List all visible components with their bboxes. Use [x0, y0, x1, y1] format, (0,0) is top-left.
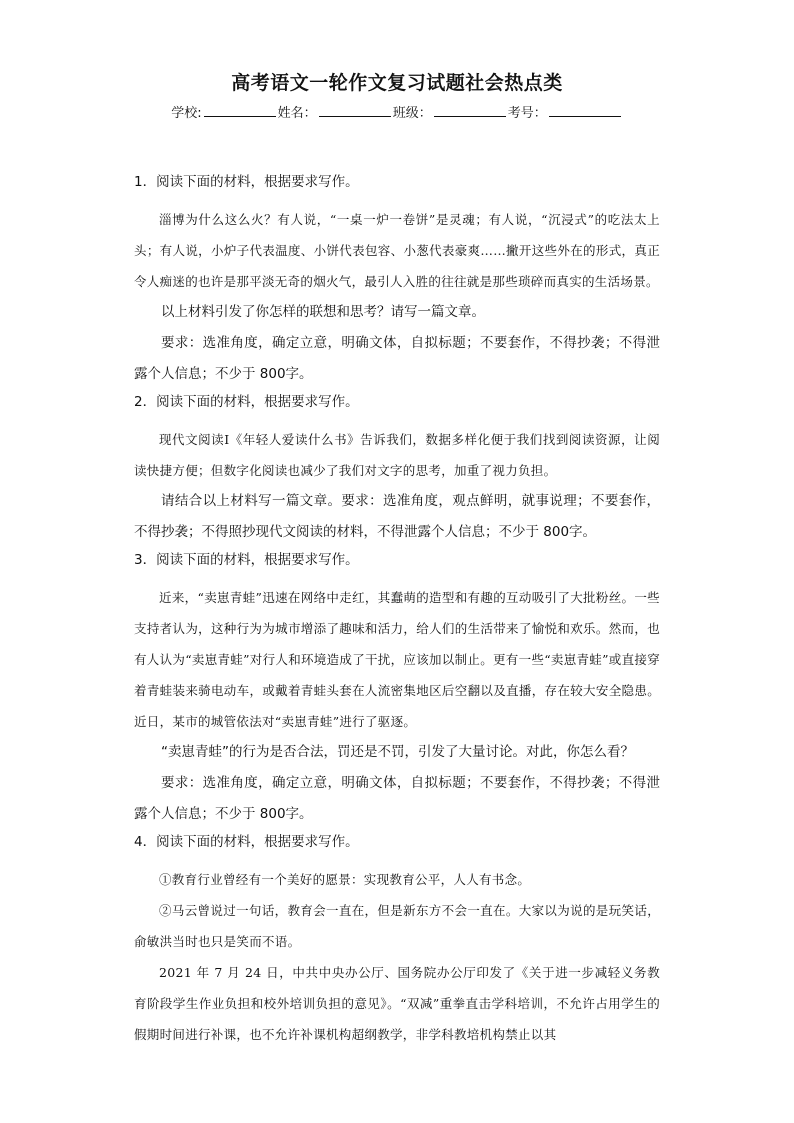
question-prompt: 以上材料引发了你怎样的联想和思考？请写一篇文章。: [161, 304, 485, 320]
questions: [134, 172, 660, 1052]
question-material-paragraph: 2021 年 7 月 24 日，中共中央办公厅、国务院办公厅印发了《关于进一步减轻义务教育阶段学生作业负担和校外培训负担的意见》。“双减”重拳直击学科培训，不允许占用学生的假期时间进行补课，也不允许补课机构超纲教学，非学科教培机构禁止以其: [134, 965, 660, 1042]
question-material: 淄博为什么这么火？有人说，“一桌一炉一卷饼”是灵魂；有人说，“沉浸式”的吃法太上头；有人说，小炉子代表温度、小饼代表包容、小葱代表豪爽……撇开这些外在的形式，真正令人痴迷的也许是那平淡无奇的烟火气，最引人入胜的往往就是那些琐碎而真实的生活场景。: [134, 212, 660, 289]
question-prompt: “卖崽青蛙”的行为是否合法，罚还是不罚，引发了大量讨论。对此，你怎么看？: [161, 744, 634, 760]
question-1: [134, 172, 660, 390]
exam-number-label: 考号：: [507, 106, 547, 121]
question-requirement: 请结合以上材料写一篇文章。要求：选准角度，观点鲜明，就事说理；不要套作，不得抄袭；不得照抄现代文阅读的材料，不得泄露个人信息；不少于 800字。: [134, 493, 660, 540]
question-heading: 2．阅读下面的材料，根据要求写作。: [134, 394, 359, 410]
exam-number-blank: [549, 103, 621, 117]
question-material: 近来，“卖崽青蛙”迅速在网络中走红，其蠢萌的造型和有趣的互动吸引了大批粉丝。一些支持者认为，这种行为为城市增添了趣味和活力，给人们的生活带来了愉悦和欢乐。然而，也有人认为“卖崽青蛙”对行人和环境造成了干扰，应该加以制止。更有一些“卖崽青蛙”或直接穿着青蛙装来骑电动车，或戴着青蛙头套在人流密集地区后空翻以及直播，存在较大安全隐患。近日，某市的城管依法对“卖崽青蛙”进行了驱逐。: [134, 590, 660, 729]
question-requirement: 要求：选准角度，确定立意，明确文体，自拟标题；不要套作，不得抄袭；不得泄露个人信息；不少于 800字。: [134, 775, 660, 822]
class-label: 班级：: [392, 106, 432, 121]
question-heading: 4．阅读下面的材料，根据要求写作。: [134, 834, 359, 850]
name-blank: [319, 103, 391, 117]
question-requirement: 要求：选准角度，确定立意，明确文体，自拟标题；不要套作，不得抄袭；不得泄露个人信息；不少于 800字。: [134, 335, 660, 382]
school-label: 学校:: [171, 106, 202, 121]
question-material-item-1: ①教育行业曾经有一个美好的愿景：实现教育公平，人人有书念。: [159, 872, 531, 887]
question-material-item-2: ②马云曾说过一句话，教育会一直在，但是新东方不会一直在。大家以为说的是玩笑话，俞敏洪当时也只是笑而不语。: [134, 903, 660, 949]
page-title: 高考语文一轮作文复习试题社会热点类: [231, 72, 563, 94]
name-label: 姓名：: [277, 106, 317, 121]
class-blank: [434, 103, 506, 117]
school-blank: [204, 103, 276, 117]
question-3: [134, 550, 660, 830]
question-2: [134, 392, 660, 548]
question-heading: 3．阅读下面的材料，根据要求写作。: [134, 552, 359, 568]
question-heading: 1．阅读下面的材料，根据要求写作。: [134, 174, 359, 190]
question-material: 现代文阅读Ⅰ《年轻人爱读什么书》告诉我们，数据多样化便于我们找到阅读资源，让阅读快捷方便；但数字化阅读也减少了我们对文字的思考，加重了视力负担。: [134, 432, 660, 478]
student-info-line: [0, 102, 794, 121]
question-4: [134, 832, 660, 1050]
